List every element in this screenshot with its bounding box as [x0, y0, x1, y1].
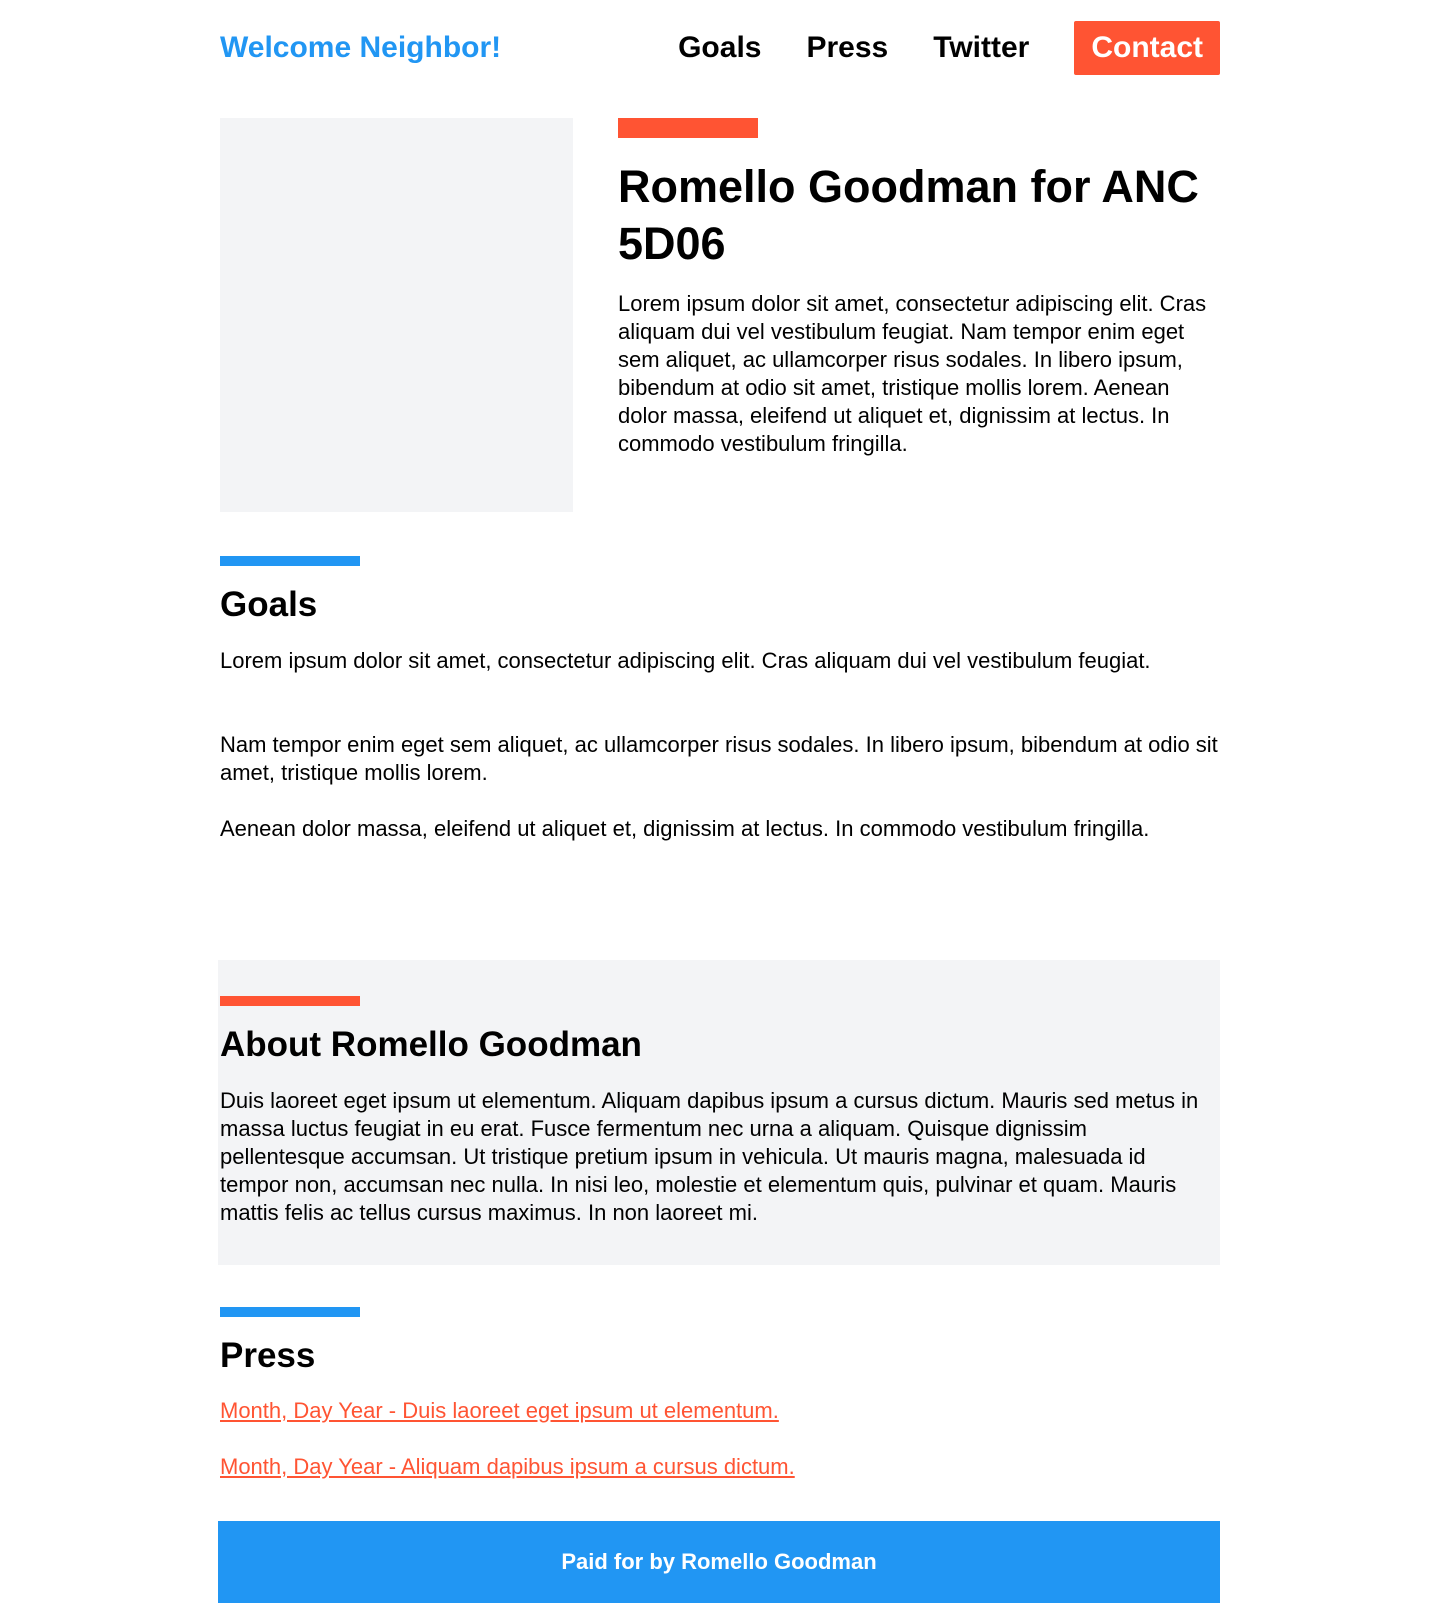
- goals-paragraph-2: Nam tempor enim eget sem aliquet, ac ullamcorper risus sodales. In libero ipsum, bibendum at odio sit amet, tristique mollis lorem.: [220, 732, 1218, 785]
- press-accent-bar: [220, 1307, 360, 1317]
- nav-goals-link[interactable]: Goals: [678, 31, 762, 64]
- hero-intro-text: Lorem ipsum dolor sit amet, consectetur adipiscing elit. Cras aliquam dui vel vestibulum feugiat. Nam tempor enim eget sem aliquet, ac ullamcorper risus sodales. In libero ipsum, bibendum at odio sit amet, tristique mollis lorem. Aenean dolor massa, eleifend ut aliquet et, dignissim at lectus. In commodo vestibulum fringilla.: [618, 291, 1207, 456]
- site-brand-link[interactable]: Welcome Neighbor!: [220, 31, 502, 64]
- nav-twitter-link[interactable]: Twitter: [933, 31, 1030, 64]
- press-link-1[interactable]: Month, Day Year - Duis laoreet eget ipsum ut elementum.: [220, 1398, 779, 1423]
- goals-paragraph-1: Lorem ipsum dolor sit amet, consectetur adipiscing elit. Cras aliquam dui vel vestibulum feugiat.: [220, 648, 1151, 673]
- goals-heading: Goals: [220, 585, 318, 624]
- press-heading: Press: [220, 1336, 316, 1375]
- main-nav: [678, 21, 1220, 75]
- footer-disclaimer: Paid for by Romello Goodman: [561, 1549, 877, 1574]
- contact-button[interactable]: Contact: [1074, 21, 1220, 75]
- hero-accent-bar: [618, 118, 758, 138]
- goals-paragraph-3: Aenean dolor massa, eleifend ut aliquet et, dignissim at lectus. In commodo vestibulum fringilla.: [220, 816, 1150, 841]
- site-header: [220, 21, 1220, 75]
- site-footer: [218, 1521, 1220, 1603]
- candidate-photo-placeholder: [220, 118, 573, 512]
- goals-accent-bar: [220, 556, 360, 566]
- about-text: Duis laoreet eget ipsum ut elementum. Aliquam dapibus ipsum a cursus dictum. Mauris sed metus in massa luctus feugiat in eu erat. Fusce fermentum nec urna a aliquam. Quisque dignissim pellentesque accumsan. Ut tristique pretium ipsum in vehicula. Ut mauris magna, malesuada id tempor non, accumsan nec nulla. In nisi leo, molestie et elementum quis, pulvinar et quam. Mauris mattis felis ac tellus cursus maximus. In non laoreet mi.: [220, 1088, 1199, 1225]
- nav-press-link[interactable]: Press: [806, 31, 889, 64]
- about-accent-bar: [220, 996, 360, 1006]
- about-heading: About Romello Goodman: [220, 1025, 642, 1064]
- press-link-2[interactable]: Month, Day Year - Aliquam dapibus ipsum a cursus dictum.: [220, 1454, 795, 1479]
- page-title: Romello Goodman for ANC 5D06: [618, 161, 1199, 269]
